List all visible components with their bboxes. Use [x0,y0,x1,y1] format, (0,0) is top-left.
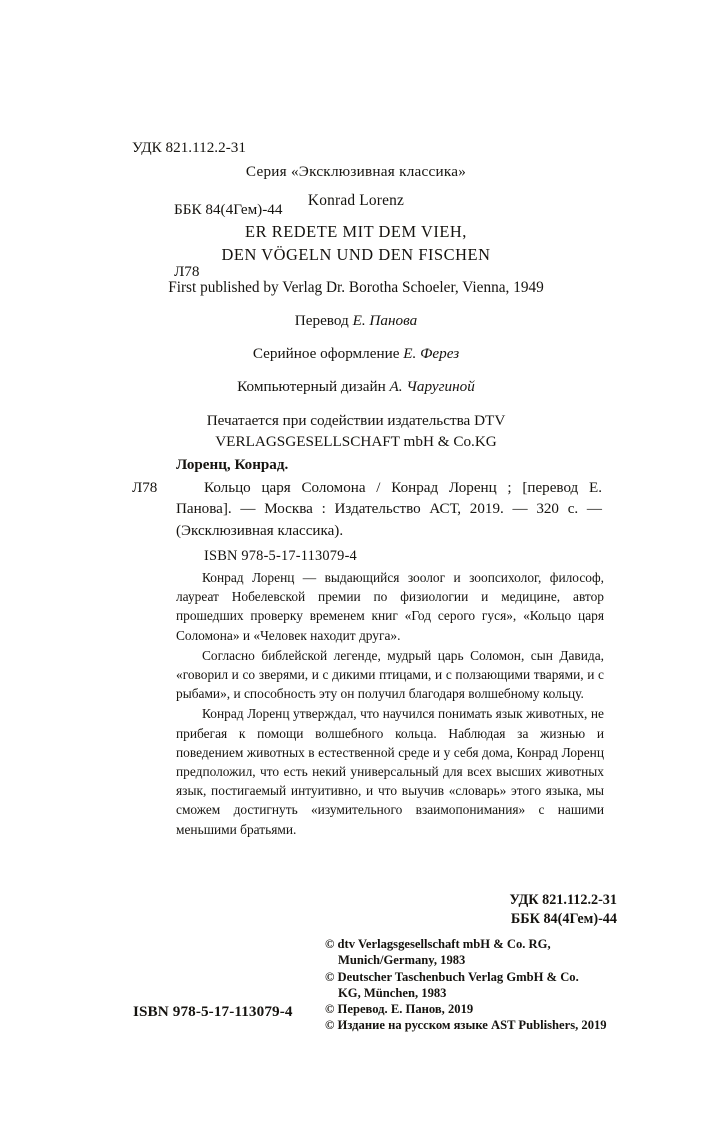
series-design-label: Серийное оформление [252,345,404,362]
author-latin-name: Konrad Lorenz [307,192,405,209]
copyright-line-1: © dtv Verlagsgesellschaft mbH & Co. RG, [325,937,551,951]
author-sigil-code: Л78 [174,262,200,280]
udk-code-repeat: УДК 821.112.2-31 [509,892,617,908]
original-title-line-1: ER REDETE MIT DEM VIEH, [245,222,467,241]
series-design-credit [106,343,606,365]
translation-label: Перевод [294,312,353,329]
classification-codes-repeat [510,891,617,929]
annotation-paragraph-1: Конрад Лоренц — выдающийся зоолог и зоопсихолог, философ, лауреат Нобелевской премии по физиологии и медицине, автор прошедших проверку временем книг «Год серого гуся», «Кольцо царя Соломона» и «Человек находит друга». [176,570,604,643]
record-author-heading: Лоренц, Конрад. [176,457,289,473]
imprint-note [106,410,606,452]
imprint-line-1: Печатается при содействии издательства DTV [206,412,506,429]
bbk-code-repeat: ББК 84(4Гем)-44 [510,911,617,927]
copyright-line-2: © Deutscher Taschenbuch Verlag GmbH & Co. [325,969,579,984]
copyright-line-4: © Издание на русском языке AST Publishers, 2019 [325,1018,607,1033]
record-body [132,478,602,543]
record-isbn: ISBN 978-5-17-113079-4 [204,548,357,564]
translator-name: Е. Панова [352,312,418,329]
bibliographic-record [132,455,602,568]
isbn-main: ISBN 978-5-17-113079-4 [133,1003,293,1020]
copyright-line-1-continuation: Munich/Germany, 1983 [338,953,466,968]
udk-code: УДК 821.112.2-31 [132,139,246,157]
series-designer-name: Е. Ферез [403,345,460,362]
annotation-text [176,568,604,839]
original-title [106,221,606,266]
computer-designer-name: А. Чаругиной [389,378,475,395]
record-description-text: Кольцо царя Соломона / Конрад Лоренц ; [перевод Е. Панова]. — Москва : Издательство АСТ, 2019. — 320 с. — (Эксклюзивная классика). [176,479,602,539]
translation-credit [106,310,606,332]
credits-block [106,160,606,452]
computer-design-label: Компьютерный дизайн [237,378,390,395]
record-description [132,478,602,543]
copyright-line-2-continuation: KG, München, 1983 [338,985,447,1000]
copyright-notices [325,936,625,1034]
computer-design-credit [106,376,606,398]
series-name: Серия «Эксклюзивная классика» [245,163,467,180]
original-title-line-2: DEN VÖGELN UND DEN FISCHEN [221,244,491,264]
imprint-line-2: VERLAGSGESELLSCHAFT mbH & Co.KG [215,433,497,450]
record-sigil: Л78 [132,479,158,496]
bbk-code: ББК 84(4Гем)-44 [174,200,283,218]
copyright-line-3: © Перевод. Е. Панов, 2019 [325,1002,474,1017]
first-publication-note: First published by Verlag Dr. Borotha Schoeler, Vienna, 1949 [168,279,544,296]
annotation-paragraph-2: Согласно библейской легенде, мудрый царь Соломон, сын Давида, «говорил и со зверями, и с дикими птицами, и с ползающими тварями, и с рыбами», и способность эту он получил благодаря волшебному кольцу. [176,647,604,702]
annotation-paragraph-3: Конрад Лоренц утверждал, что научился понимать язык животных, не прибегая к помощи волшебного кольца. Наблюдая за жизнью и поведением животных в естественной среде и у себя дома, Конрад Лоренц предположил, что есть некий универсальный для всех высших животных язык, постигаемый интуитивно, и что выучив «словарь» этого языка, мы сможем достигнуть «изумительного взаимопонимания» с нашими меньшими братьями. [176,706,604,837]
